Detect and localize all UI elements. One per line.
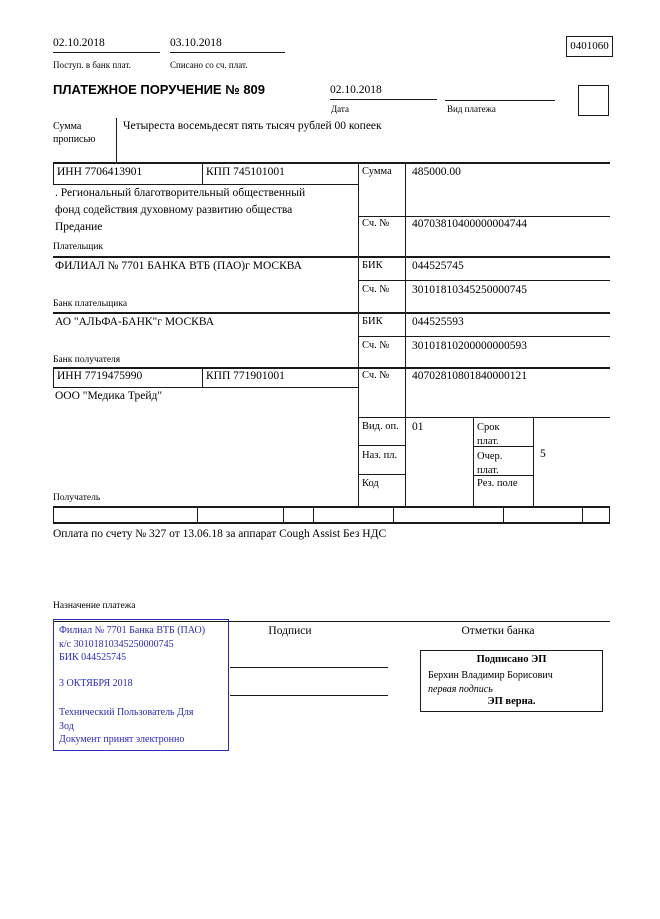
payee-inn-kpp-divider (202, 367, 203, 388)
payer-bank-bik: 044525745 (412, 260, 464, 272)
bank-stamp-corr-account: к/с 30101810345250000745 (59, 638, 174, 650)
date-label: Дата (331, 104, 349, 114)
payee-inn-row-border (53, 387, 358, 388)
bank-stamp-user-line-2: Зод (59, 720, 74, 732)
bank-marks-title: Отметки банка (461, 625, 535, 637)
op-kind-label: Вид. оп. (362, 421, 399, 432)
received-in-bank-label: Поступ. в банк плат. (53, 60, 131, 70)
bank-stamp-accepted: Документ принят электронно (59, 734, 185, 745)
payer-account: 40703810400000004744 (412, 218, 527, 230)
payer-name-line-1: . Региональный благотворительный общественный (55, 187, 306, 199)
payer-account-label: Сч. № (362, 218, 390, 229)
payee-bank-section-label: Банк получателя (53, 355, 121, 365)
payer-name-line-3: Предание (55, 221, 103, 233)
amount-divider-line (116, 118, 117, 163)
tax-row-edge-left (53, 506, 54, 524)
sum-row-border (358, 216, 610, 217)
payer-bank-section-border (53, 312, 610, 314)
term-column-right-border (533, 417, 534, 507)
signature-line-2 (230, 695, 388, 696)
payer-inn-kpp-divider (202, 162, 203, 185)
priority-label: Очер. плат. (477, 451, 503, 476)
payment-type-line (445, 84, 555, 101)
form-code-box: 0401060 (566, 36, 613, 57)
debited-from-account-date: 03.10.2018 (170, 37, 285, 53)
payment-purpose-label: Назначение платежа (53, 601, 136, 611)
payee-account: 40702810801840000121 (412, 370, 527, 382)
sum-value: 485000.00 (412, 166, 461, 178)
op-block-top-border (358, 417, 610, 418)
payer-inn-cell-left-border (53, 162, 54, 185)
purpose-kind-label: Наз. пл. (362, 450, 398, 461)
reserve-field-label: Рез. поле (477, 478, 518, 489)
payer-bank-account-label: Сч. № (362, 284, 390, 295)
code-label: Код (362, 478, 379, 489)
esign-stamp-subtitle: первая подпись (428, 684, 493, 695)
payee-inn: ИНН 7719475990 (57, 370, 143, 382)
sum-label: Сумма (362, 166, 392, 177)
tax-row-divider-1 (197, 506, 198, 524)
payee-bank-account-label: Сч. № (362, 340, 390, 351)
amount-in-words-label: Сумма прописью (53, 121, 96, 145)
payee-bank-account: 30101810200000000593 (412, 340, 527, 352)
pay-term-label: Срок плат. (477, 422, 500, 447)
bank-stamp-bik: БИК 044525745 (59, 652, 127, 663)
tax-row-divider-3 (313, 506, 314, 524)
payment-type-label: Вид платежа (447, 104, 496, 114)
bank-stamp-box (53, 619, 229, 751)
tax-fields-row-bottom-border (53, 522, 610, 524)
payer-name-line-2: фонд содействия духовному развитию общества (55, 204, 293, 216)
amount-in-words-value: Четыреста восемьдесят пять тысяч рублей 00 копеек (123, 120, 382, 132)
esign-stamp-footer: ЭП верна. (487, 696, 536, 707)
bank-stamp-user-line-1: Технический Пользователь Для (59, 707, 194, 718)
document-title: ПЛАТЕЖНОЕ ПОРУЧЕНИЕ № 809 (53, 82, 266, 97)
payer-inn: ИНН 7706413901 (57, 166, 143, 178)
payment-purpose-text: Оплата по счету № 327 от 13.06.18 за аппарат Cough Assist Без НДС (53, 528, 387, 540)
bank-stamp-branch: Филиал № 7701 Банка ВТБ (ПАО) (59, 625, 206, 636)
esign-stamp-box (420, 650, 603, 712)
payer-kpp: КПП 745101001 (206, 166, 285, 178)
tax-row-divider-2 (283, 506, 284, 524)
payee-bank-bik-label: БИК (362, 316, 383, 327)
tax-row-divider-6 (582, 506, 583, 524)
esign-stamp-title: Подписано ЭП (476, 654, 547, 665)
signature-line-1 (230, 667, 388, 668)
tax-row-divider-4 (393, 506, 394, 524)
tax-row-edge-right (609, 506, 610, 524)
document-date: 02.10.2018 (330, 84, 437, 100)
payee-account-label: Сч. № (362, 370, 390, 381)
esign-stamp-name: Берхин Владимир Борисович (428, 670, 553, 681)
payee-name: ООО "Медика Трейд" (55, 390, 163, 402)
payer-section-label: Плательщик (53, 242, 104, 252)
payee-section-label: Получатель (53, 493, 101, 503)
tax-row-divider-5 (503, 506, 504, 524)
payer-bank-bik-border (358, 280, 610, 281)
term-column-left-border (473, 417, 474, 507)
bank-stamp-date: 3 ОКТЯБРЯ 2018 (59, 677, 133, 689)
table-bottom-border (53, 506, 610, 508)
payee-kpp: КПП 771901001 (206, 370, 285, 382)
payee-bank-section-border (53, 367, 610, 369)
payer-bank-account: 30101810345250000745 (412, 284, 527, 296)
received-in-bank-date: 02.10.2018 (53, 37, 160, 53)
signatures-title: Подписи (268, 625, 312, 637)
payer-bank-bik-label: БИК (362, 260, 383, 271)
payer-bank-name: ФИЛИАЛ № 7701 БАНКА ВТБ (ПАО)г МОСКВА (55, 260, 302, 272)
debited-from-account-label: Списано со сч. плат. (170, 60, 248, 70)
payer-bank-section-label: Банк плательщика (53, 299, 128, 309)
payee-bank-bik: 044525593 (412, 316, 464, 328)
op-kind-value: 01 (412, 421, 424, 433)
payee-bank-name: АО "АЛЬФА-БАНК"г МОСКВА (55, 316, 215, 328)
priority-value: 5 (540, 448, 546, 460)
op-kind-row-border (358, 445, 405, 446)
label-column-right-border (405, 162, 406, 508)
payer-name (55, 185, 355, 236)
payee-bank-bik-border (358, 336, 610, 337)
payment-type-box (578, 85, 609, 116)
payer-section-border (53, 256, 610, 258)
table-top-border (53, 162, 610, 164)
payee-inn-cell-left-border (53, 367, 54, 388)
label-column-left-border (358, 162, 359, 508)
purpose-kind-row-border (358, 474, 405, 475)
